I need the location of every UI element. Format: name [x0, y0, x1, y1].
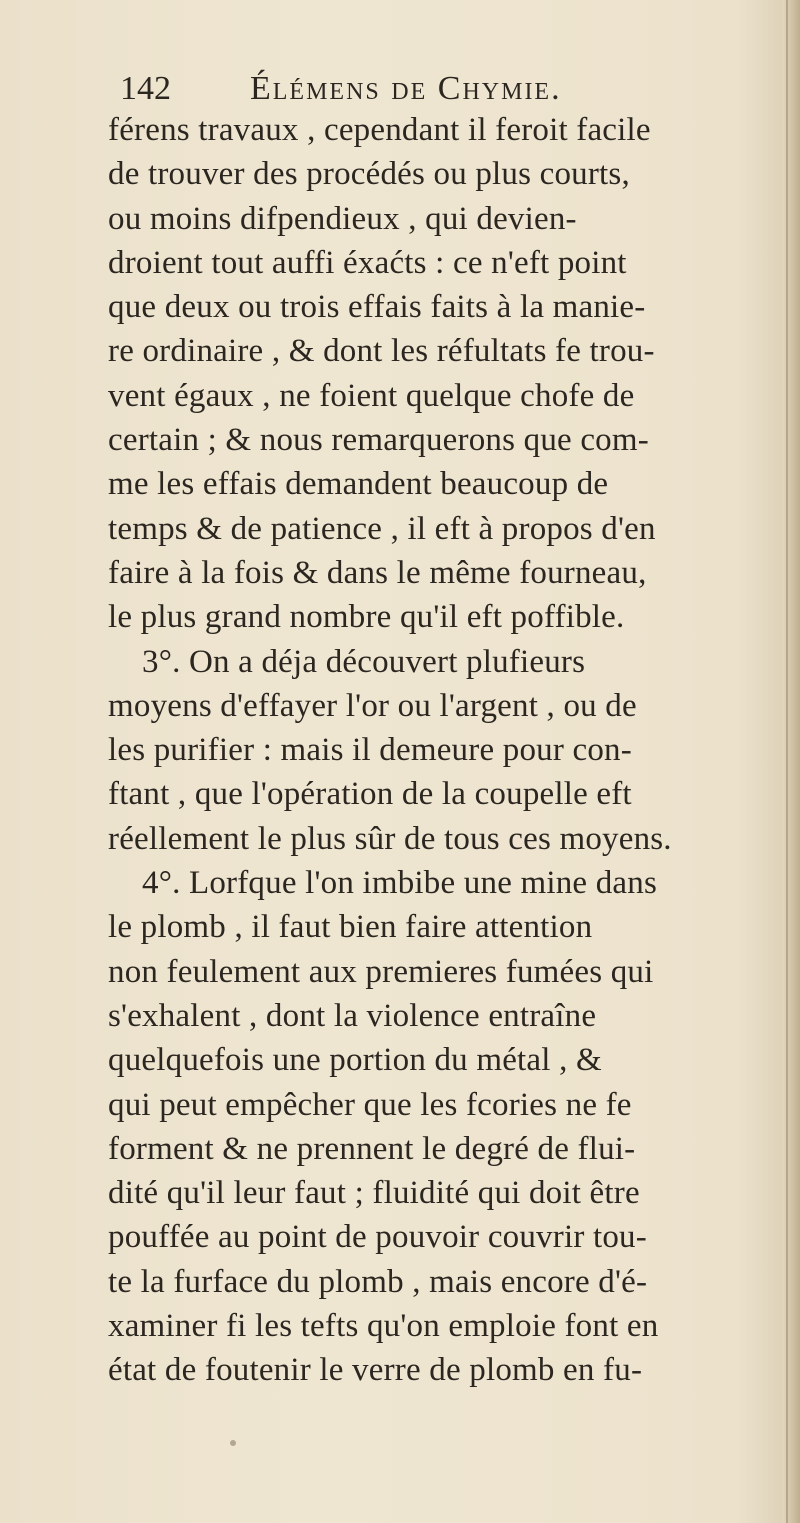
page-header — [120, 64, 680, 112]
text-line: moyens d'effayer l'or ou l'argent , ou de — [108, 687, 637, 724]
text-line: état de foutenir le verre de plomb en fu- — [108, 1352, 643, 1389]
text-line: férens travaux , cependant il feroit facile — [108, 112, 651, 148]
text-line: s'exhalent , dont la violence entraîne — [108, 997, 597, 1034]
ink-speck — [230, 1440, 236, 1446]
text-line: faire à la fois & dans le même fourneau, — [108, 554, 647, 591]
text-line: quelquefois une portion du métal , & — [108, 1042, 602, 1079]
text-line: me les effais demandent beaucoup de — [108, 466, 609, 503]
text-line: réellement le plus sûr de tous ces moyens. — [108, 820, 672, 857]
paragraph-start-line: 4°. Lorfque l'on imbibe une mine dans — [142, 865, 658, 902]
text-line: re ordinaire , & dont les réfultats fe trou- — [108, 333, 655, 370]
text-line: pouffée au point de pouvoir couvrir tou- — [108, 1219, 647, 1256]
text-line: le plomb , il faut bien faire attention — [108, 909, 593, 946]
text-line: de trouver des procédés ou plus courts, — [108, 156, 630, 193]
text-line: que deux ou trois effais faits à la manie- — [108, 289, 646, 326]
text-line: non feulement aux premieres fumées qui — [108, 953, 654, 990]
text-line: dité qu'il leur faut ; fluidité qui doit être — [108, 1175, 640, 1212]
text-line: te la furface du plomb , mais encore d'é- — [108, 1263, 648, 1300]
text-line: ou moins difpendieux , qui devien- — [108, 200, 577, 237]
running-head: Élémens de Chymie. — [250, 70, 562, 107]
text-line: qui peut empêcher que les fcories ne fe — [108, 1086, 632, 1123]
page-number: 142 — [120, 70, 171, 107]
text-line: xaminer fi les tefts qu'on emploie font en — [108, 1308, 659, 1345]
text-line: le plus grand nombre qu'il eft poffible. — [108, 599, 625, 636]
page-edge — [782, 0, 800, 1523]
text-line: ftant , que l'opération de la coupelle eft — [108, 776, 632, 813]
text-line: les purifier : mais il demeure pour con- — [108, 732, 632, 769]
page-edge-line — [786, 0, 788, 1523]
body-text — [108, 108, 766, 1393]
text-line: droient tout auffi éxaćts : ce n'eft point — [108, 244, 627, 281]
text-line: forment & ne prennent le degré de flui- — [108, 1130, 636, 1167]
paragraph-start-line: 3°. On a déja découvert plufieurs — [142, 643, 586, 680]
text-line: certain ; & nous remarquerons que com- — [108, 422, 649, 459]
text-line: vent égaux , ne foient quelque chofe de — [108, 377, 635, 414]
text-line: temps & de patience , il eft à propos d'en — [108, 510, 656, 547]
